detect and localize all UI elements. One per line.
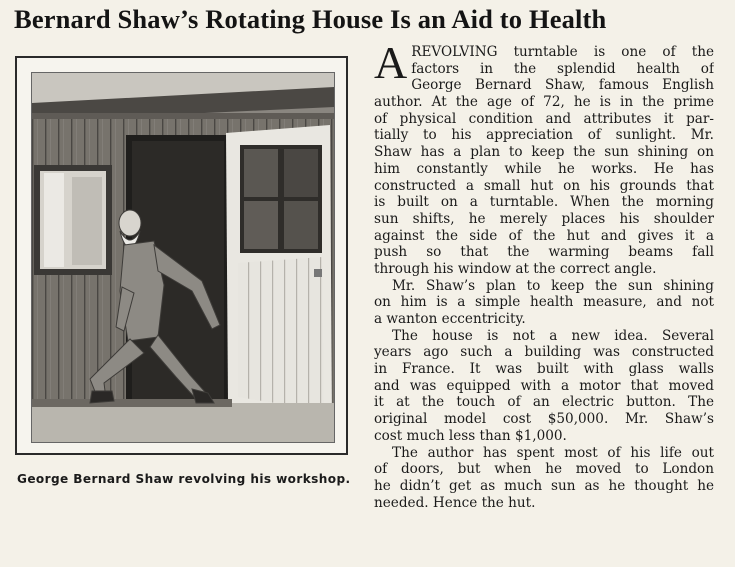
article-line: tially to his appreciation of sunlight. Mr. <box>374 127 714 144</box>
paragraph-2 <box>374 278 714 328</box>
paragraph-1 <box>374 37 714 278</box>
article-line: against the side of the hut and gives it a <box>374 227 714 244</box>
article-line: original model cost $50,000. Mr. Shaw’s <box>374 411 714 428</box>
article-line: through his window at the correct angle. <box>374 260 657 277</box>
paragraph-3 <box>374 328 714 445</box>
article-line: The author has spent most of his life out <box>392 444 714 461</box>
article-line: George Bernard Shaw, famous English <box>411 77 714 94</box>
drop-cap: A <box>374 37 408 88</box>
article-line: is built on a turntable. When the morning <box>374 194 714 211</box>
article-line: The house is not a new idea. Several <box>392 327 714 344</box>
article-line: needed. Hence the hut. <box>374 494 536 511</box>
article-line: years ago such a building was constructed <box>374 344 714 361</box>
article-line: cost much less than $1,000. <box>374 427 567 444</box>
article-line: a wanton eccentricity. <box>374 311 526 327</box>
article-line: author. At the age of 72, he is in the prime <box>374 94 714 111</box>
photo-shaw-workshop <box>31 72 335 443</box>
article-line: Shaw has a plan to keep the sun shining on <box>374 144 714 161</box>
photo-caption: George Bernard Shaw revolving his workshop. <box>17 472 351 486</box>
article-line: Mr. Shaw’s plan to keep the sun shining <box>392 277 714 294</box>
article-line: in France. It was built with glass walls <box>374 361 714 378</box>
article-line: him constantly while he works. He has <box>374 160 714 177</box>
photo-illustration <box>32 73 334 442</box>
article-line: of physical condition and attributes it par- <box>374 110 714 127</box>
article-body <box>374 37 714 511</box>
article-line: push so that the warming beams fall <box>374 244 714 261</box>
article-line: constructed a small hut on his grounds that <box>374 177 714 194</box>
article-line: and was equipped with a motor that moved <box>374 377 714 394</box>
article-line: factors in the splendid health of <box>411 60 714 77</box>
article-line: it at the touch of an electric button. The <box>374 394 714 411</box>
headline: Bernard Shaw’s Rotating House Is an Aid to Health <box>14 4 607 34</box>
article-line: on him is a simple health measure, and not <box>374 294 714 311</box>
photo-frame <box>15 56 348 455</box>
article-line: he didn’t get as much sun as he thought he <box>374 477 714 494</box>
article-line: of doors, but when he moved to London <box>374 461 714 478</box>
article-line: sun shifts, he merely places his shoulder <box>374 210 714 227</box>
article-line: REVOLVING turntable is one of the <box>411 44 714 60</box>
paragraph-4 <box>374 445 714 512</box>
